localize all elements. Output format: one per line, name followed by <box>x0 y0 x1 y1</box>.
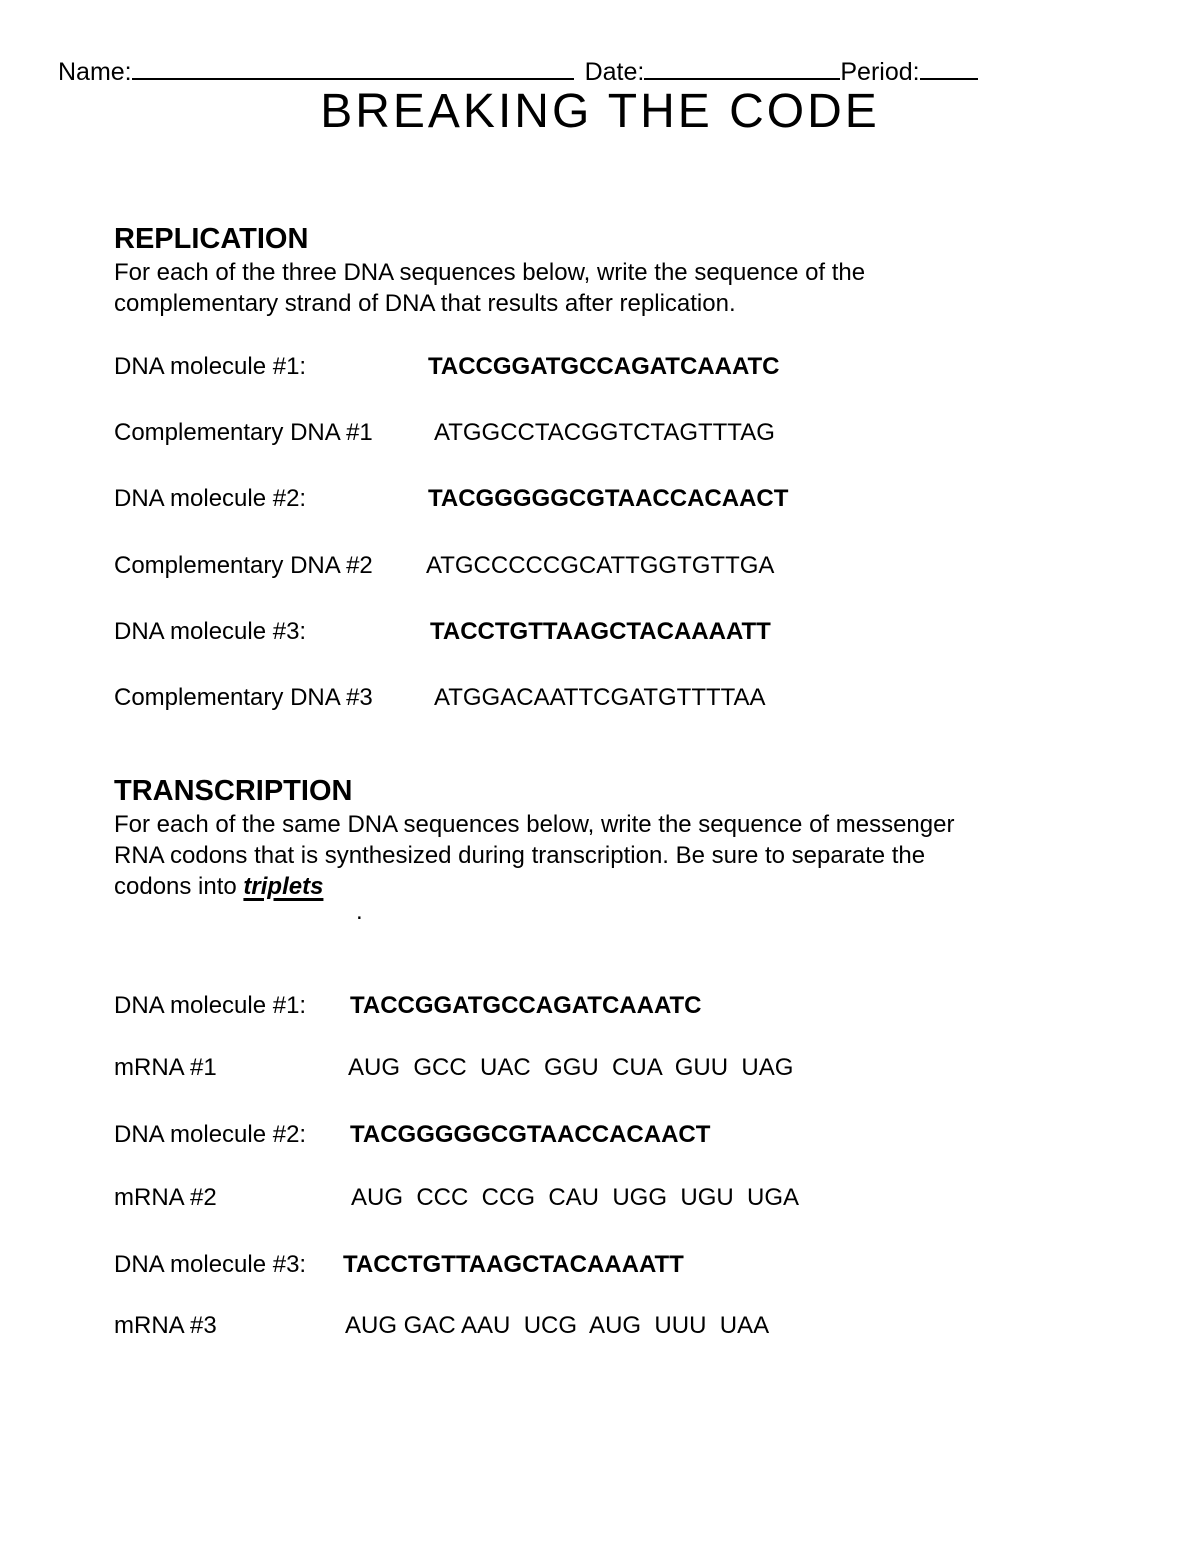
transcription-instructions-line-1: For each of the same DNA sequences below, write the sequence of messenger <box>114 811 955 838</box>
transcription-row-mrna-2 <box>114 1183 800 1213</box>
row-label: Complementary DNA #1 <box>114 419 373 446</box>
transcription-instructions-line-3 <box>114 871 1114 902</box>
transcription-row-dna-2 <box>114 1120 711 1150</box>
row-label: DNA molecule #2: <box>114 1121 307 1148</box>
transcription-heading: TRANSCRIPTION <box>114 775 353 807</box>
row-label: DNA molecule #3: <box>114 1251 307 1278</box>
row-label: mRNA #2 <box>114 1184 217 1211</box>
dna-sequence: TACCGGATGCCAGATCAAATC <box>428 353 780 380</box>
transcription-instructions <box>114 809 1114 902</box>
dna-sequence: TACCTGTTAAGCTACAAAATT <box>343 1251 684 1278</box>
replication-instructions-line-2: complementary strand of DNA that results after replication. <box>114 290 736 317</box>
row-label: DNA molecule #1: <box>114 353 307 380</box>
replication-row-dna-2 <box>114 484 789 514</box>
row-label: Complementary DNA #2 <box>114 552 373 579</box>
period-field[interactable] <box>920 54 978 80</box>
stray-period: . <box>356 898 363 925</box>
complement-sequence: ATGGCCTACGGTCTAGTTTAG <box>434 419 775 446</box>
transcription-row-mrna-1 <box>114 1053 794 1083</box>
dna-sequence: TACGGGGGCGTAACCACAACT <box>350 1121 711 1148</box>
date-field[interactable] <box>644 54 840 80</box>
transcription-row-dna-1 <box>114 991 702 1021</box>
triplets-emphasis: triplets <box>243 873 324 900</box>
row-label: mRNA #1 <box>114 1054 217 1081</box>
replication-row-dna-3 <box>114 617 771 647</box>
dna-sequence: TACCTGTTAAGCTACAAAATT <box>430 618 771 645</box>
replication-heading: REPLICATION <box>114 223 309 255</box>
replication-instructions-line-1: For each of the three DNA sequences below, write the sequence of the <box>114 259 866 286</box>
transcription-instructions-line-2: RNA codons that is synthesized during transcription. Be sure to separate the <box>114 842 926 869</box>
mrna-codons: AUG GCC UAC GGU CUA GUU UAG <box>348 1054 794 1081</box>
name-field[interactable] <box>132 54 574 80</box>
row-label: DNA molecule #3: <box>114 618 307 645</box>
mrna-codons: AUG GAC AAU UCG AUG UUU UAA <box>345 1312 770 1339</box>
complement-sequence: ATGCCCCCGCATTGGTGTTGA <box>426 552 775 579</box>
name-label: Name: <box>58 58 132 86</box>
row-label: DNA molecule #2: <box>114 485 307 512</box>
transcription-row-dna-3 <box>114 1250 684 1280</box>
replication-row-complement-1 <box>114 418 775 448</box>
instructions-prefix: codons into <box>114 873 244 900</box>
dna-sequence: TACCGGATGCCAGATCAAATC <box>350 992 702 1019</box>
mrna-codons: AUG CCC CCG CAU UGG UGU UGA <box>351 1184 800 1211</box>
header-fields <box>58 54 978 88</box>
replication-row-dna-1 <box>114 352 780 382</box>
replication-row-complement-3 <box>114 683 766 713</box>
replication-row-complement-2 <box>114 551 775 581</box>
row-label: mRNA #3 <box>114 1312 217 1339</box>
page-title: BREAKING THE CODE <box>320 85 880 138</box>
transcription-row-mrna-3 <box>114 1311 770 1341</box>
row-label: DNA molecule #1: <box>114 992 307 1019</box>
date-label: Date: <box>584 58 645 86</box>
row-label: Complementary DNA #3 <box>114 684 373 711</box>
complement-sequence: ATGGACAATTCGATGTTTTAA <box>434 684 766 711</box>
replication-instructions <box>114 257 1114 319</box>
period-label: Period: <box>840 58 920 86</box>
dna-sequence: TACGGGGGCGTAACCACAACT <box>428 485 789 512</box>
